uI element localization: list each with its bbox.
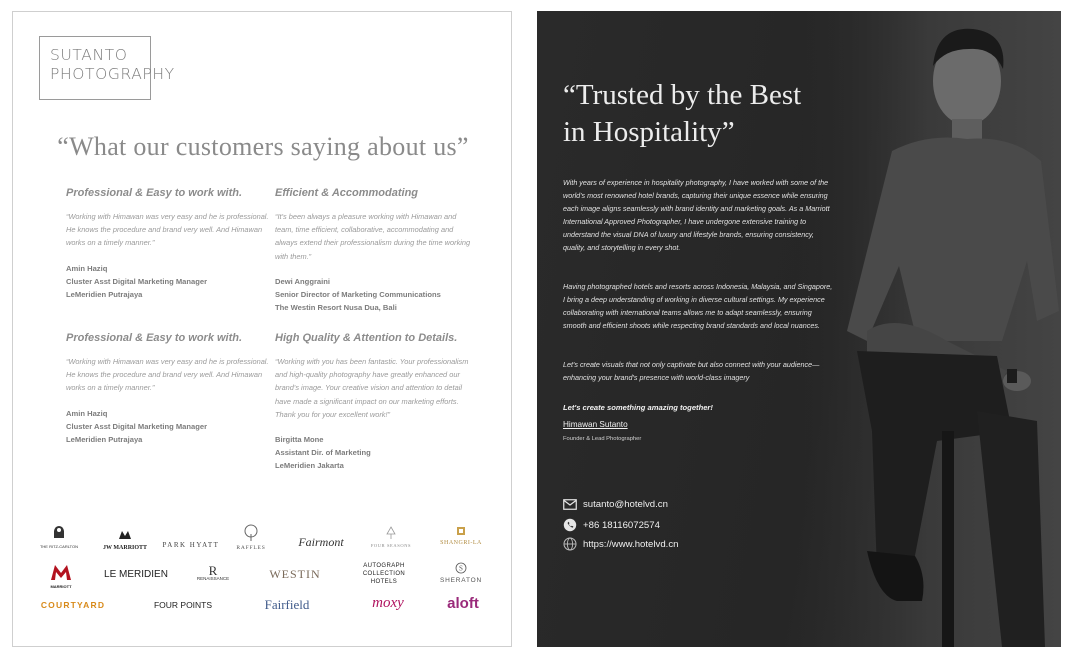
brand-name: THE RITZ-CARLTON xyxy=(39,544,79,549)
phone-text: +86 18116072574 xyxy=(583,519,660,531)
jw-marriott-icon xyxy=(117,529,133,541)
brand-name: RENAISSANCE xyxy=(196,576,230,581)
testimonial-title: Professional & Easy to work with. xyxy=(66,332,243,344)
testimonial-quote: “Working with Himawan was very easy and he is professional. He knows the procedure and brand very well. And Himawan works on a timely manner.” xyxy=(66,212,269,248)
email-text: sutanto@hotelvd.cn xyxy=(583,499,668,510)
brand-name: Fairfield xyxy=(264,597,310,612)
testimonial-title: Efficient & Accommodating xyxy=(275,187,419,199)
brand-name: RAFFLES xyxy=(236,545,266,551)
about-paragraph: Let's create visuals that not only captivate but also connect with your audience—enhancing your brand's presence with world-class imagery xyxy=(563,360,820,382)
renaissance-logo xyxy=(183,564,243,582)
testimonial-company: The Westin Resort Nusa Dua, Bali xyxy=(275,303,397,313)
testimonial-author: Dewi Anggraini xyxy=(275,276,330,286)
testimonial-card xyxy=(275,187,475,314)
jw-marriott-logo xyxy=(95,529,155,551)
testimonial-company: LeMeridien Jakarta xyxy=(275,461,344,471)
raffles-tree-icon xyxy=(242,524,260,542)
about-page xyxy=(537,11,1061,647)
logo-line-1: SUTANTO xyxy=(50,46,128,64)
logo-line-2: PHOTOGRAPHY xyxy=(50,65,175,83)
brand-name: COURTYARD xyxy=(40,600,106,610)
shangri-la-logo xyxy=(431,524,491,546)
sheraton-s-icon xyxy=(455,562,467,574)
sheraton-logo xyxy=(433,562,489,585)
svg-text:S: S xyxy=(459,564,463,573)
four-points-logo xyxy=(147,601,219,610)
testimonial-card xyxy=(66,187,271,301)
brand-name: JW MARRIOTT xyxy=(102,545,148,551)
heading-line-2: in Hospitality” xyxy=(563,116,735,148)
renaissance-r-icon: R xyxy=(208,563,218,578)
brand-name: aloft xyxy=(447,595,479,612)
four-seasons-tree-icon xyxy=(385,526,397,540)
testimonial-quote: “Working with Himawan was very easy and he is professional. He knows the procedure and brand very well. And Himawan works on a timely manner.” xyxy=(66,357,269,393)
testimonial-author: Amin Haziq xyxy=(66,408,108,418)
contact-email[interactable] xyxy=(563,499,668,510)
brand-name: WESTIN xyxy=(269,567,321,581)
ritz-carlton-logo xyxy=(37,524,81,549)
testimonial-company: LeMeridien Putrajaya xyxy=(66,290,143,300)
testimonial-role: Cluster Asst Digital Marketing Manager xyxy=(66,276,208,286)
westin-logo xyxy=(265,568,325,580)
about-heading xyxy=(563,77,883,151)
brand-name: AUTOGRAPH COLLECTION HOTELS xyxy=(362,563,406,585)
le-meridien-logo xyxy=(101,570,171,580)
testimonial-card xyxy=(66,332,271,446)
wechat-icon xyxy=(563,518,577,532)
brand-name: MARRIOTT xyxy=(50,584,72,589)
page-heading: “What our customers saying about us” xyxy=(57,132,469,161)
call-to-action: Let's create something amazing together! xyxy=(563,403,713,412)
testimonial-title: High Quality & Attention to Details. xyxy=(275,332,458,344)
contact-website[interactable] xyxy=(563,537,678,551)
marriott-logo xyxy=(39,563,83,589)
testimonial-company: LeMeridien Putrajaya xyxy=(66,435,143,445)
about-paragraph: With years of experience in hospitality photography, I have worked with some of the world's most renowned hotel brands, capturing their unique essence while ensuring each image aligns seamlessly with brand identity and marketing goals. As a Marriott International Approved Photographer, I have undergone extensive training to understand the visual DNA of luxury and lifestyle brands, ensuring consistency, quality, and storytelling in every shot. xyxy=(563,178,830,252)
brand-name: SHERATON xyxy=(440,577,482,584)
brand-name: FOUR SEASONS xyxy=(370,543,412,548)
testimonial-author: Birgitta Mone xyxy=(275,435,324,445)
brand-name: FOUR POINTS xyxy=(153,600,213,610)
signer-name[interactable]: Himawan Sutanto xyxy=(563,420,628,429)
testimonial-quote: “Working with you has been fantastic. Your professionalism and high-quality photography have greatly enhanced our brand's image. Your creative vision and attention to detail have made a significant impact on our marketing efforts. Thank you for your excellent work!” xyxy=(275,357,469,419)
aloft-logo xyxy=(437,596,489,611)
park-hyatt-logo xyxy=(161,542,221,549)
autograph-collection-logo xyxy=(349,562,419,586)
fairmont-logo xyxy=(291,536,351,548)
brand-name: moxy xyxy=(372,595,404,611)
brand-name: Fairmont xyxy=(298,535,344,549)
marriott-m-icon xyxy=(49,563,73,581)
brand-name: LE MERIDIEN xyxy=(104,569,168,580)
brand-name: SHANGRI-LA xyxy=(440,540,482,546)
about-paragraph: Having photographed hotels and resorts across Indonesia, Malaysia, and Singapore, I bring a deep understanding of working in diverse cultural settings. My experience collaborating with international teams allows me to adapt seamlessly, ensuring smooth and efficient shoots while respecting brand standards and local nuances. xyxy=(563,282,833,330)
signer-title: Founder & Lead Photographer xyxy=(563,436,642,442)
sutanto-photography-logo xyxy=(39,36,175,100)
four-seasons-logo xyxy=(361,526,421,549)
testimonial-role: Assistant Dir. of Marketing xyxy=(275,448,371,458)
moxy-logo xyxy=(361,596,415,611)
testimonial-role: Senior Director of Marketing Communications xyxy=(275,290,441,300)
testimonial-quote: “It's been always a pleasure working with Himawan and team, time efficient, collaborative, accommodating and always extend their professionalism during the time working with them.” xyxy=(275,212,471,261)
fairfield-logo xyxy=(253,598,321,611)
raffles-logo xyxy=(231,524,271,552)
mail-icon xyxy=(563,499,577,510)
ritz-carlton-lion-icon xyxy=(51,524,67,540)
testimonial-author: Amin Haziq xyxy=(66,263,108,273)
testimonial-role: Cluster Asst Digital Marketing Manager xyxy=(66,421,208,431)
testimonial-title: Professional & Easy to work with. xyxy=(66,187,243,199)
globe-icon xyxy=(563,537,577,551)
brand-name: PARK HYATT xyxy=(162,541,220,549)
website-text: https://www.hotelvd.cn xyxy=(583,538,679,550)
testimonials-page xyxy=(12,11,512,647)
courtyard-logo xyxy=(35,601,111,610)
contact-phone[interactable] xyxy=(563,518,660,532)
heading-line-1: “Trusted by the Best xyxy=(563,79,802,111)
testimonial-card xyxy=(275,332,475,473)
shangri-la-icon xyxy=(456,526,466,536)
